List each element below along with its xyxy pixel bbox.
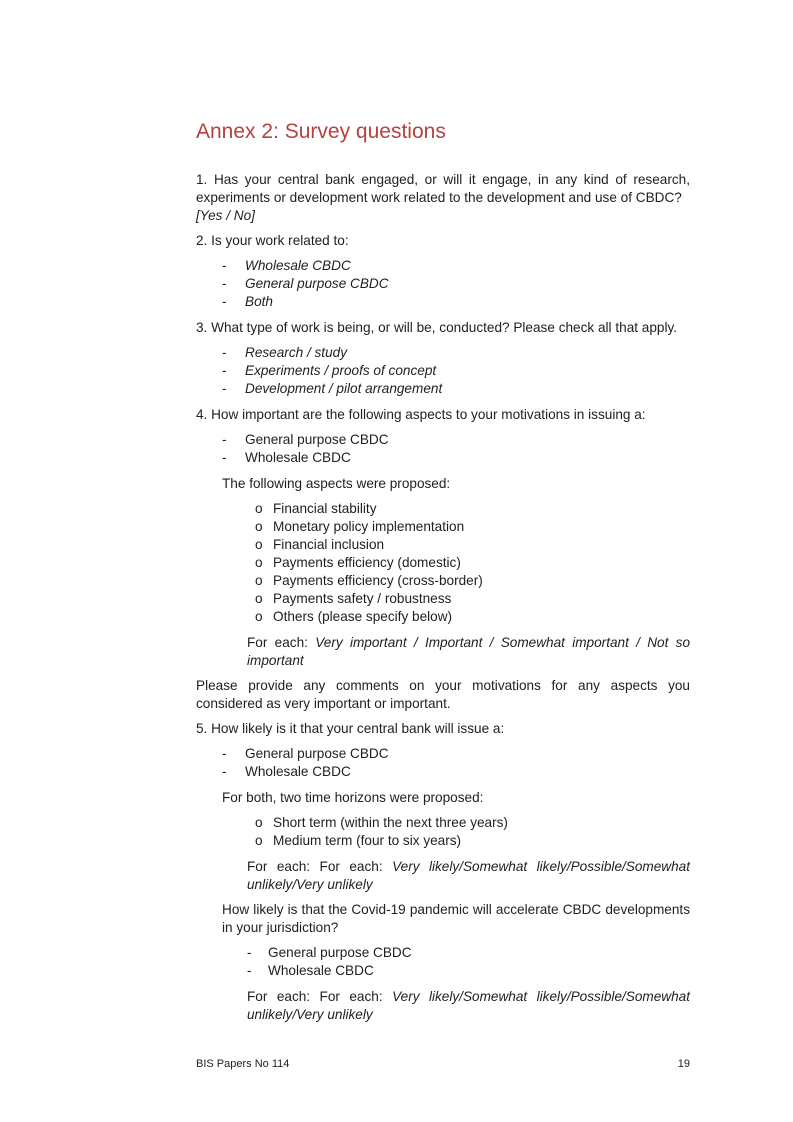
circle-bullet: o [255,815,263,830]
list-item-label: Financial inclusion [273,537,385,552]
list-item [196,745,690,763]
list-item [196,500,690,518]
dash-bullet: - [222,363,227,378]
list-item [196,380,690,398]
list-item-label: General purpose CBDC [245,432,389,447]
dash-bullet: - [222,276,227,291]
list-item [196,832,690,850]
dash-bullet: - [222,294,227,309]
circle-bullet: o [255,555,263,570]
question-4-aspects [196,500,690,626]
circle-bullet: o [255,519,263,534]
dash-bullet: - [222,450,227,465]
question-3-options [196,344,690,398]
page-content [196,119,690,1031]
list-item-label: Financial stability [273,501,377,516]
list-item [196,962,690,980]
list-item [196,590,690,608]
dash-bullet: - [222,345,227,360]
list-item-label: Wholesale CBDC [268,963,374,978]
dash-bullet: - [222,432,227,447]
list-item-label: Monetary policy implementation [273,519,465,534]
list-item [196,572,690,590]
question-4-options [196,431,690,467]
list-item-label: General purpose CBDC [268,945,412,960]
list-item [196,293,690,311]
scale-options: Very likely/Somewhat likely/Possible/Somewhat unlikely/Very unlikely [247,989,691,1022]
dash-bullet: - [222,746,227,761]
list-item-label: Payments safety / robustness [273,591,452,606]
list-item [196,554,690,572]
list-item-label: Experiments / proofs of concept [245,363,437,378]
circle-bullet: o [255,591,263,606]
list-item [196,536,690,554]
list-item [196,275,690,293]
list-item [196,449,690,467]
scale-prefix: For each: For each: [247,989,383,1004]
circle-bullet: o [255,501,263,516]
question-5-horizons-intro: For both, two time horizons were proposed: [222,790,484,805]
dash-bullet: - [222,381,227,396]
list-item-label: Short term (within the next three years) [273,815,508,830]
list-item-label: Research / study [245,345,347,360]
question-1-text: 1. Has your central bank engaged, or will it engage, in any kind of research, experiments or development work related to the development and use of CBDC? [196,172,690,205]
list-item [196,257,690,275]
list-item [196,362,690,380]
question-4-text: 4. How important are the following aspects to your motivations in issuing a: [196,407,646,422]
list-item-label: Medium term (four to six years) [273,833,462,848]
covid-question-text: How likely is that the Covid-19 pandemic will accelerate CBDC developments in your jurisdiction? [222,902,690,935]
question-4-comments-note: Please provide any comments on your motivations for any aspects you considered as very important or important. [196,678,690,711]
list-item-label: Payments efficiency (domestic) [273,555,461,570]
covid-question-options [196,944,690,980]
question-5-horizons [196,814,690,850]
circle-bullet: o [255,833,263,848]
scale-options: Very important / Important / Somewhat important / Not so important [247,635,690,668]
footer-publication-label: BIS Papers No 114 [196,1058,290,1070]
circle-bullet: o [255,537,263,552]
question-4-aspects-intro: The following aspects were proposed: [222,476,451,491]
question-3-text: 3. What type of work is being, or will be, conducted? Please check all that apply. [196,320,678,335]
list-item [196,431,690,449]
list-item-label: Payments efficiency (cross-border) [273,573,483,588]
covid-rating-scale [247,988,690,1024]
list-item-label: Wholesale CBDC [245,764,351,779]
scale-prefix: For each: For each: [247,859,383,874]
list-item-label: General purpose CBDC [245,276,389,291]
list-item [196,814,690,832]
question-1-answer-options: [Yes / No] [196,208,255,223]
list-item-label: Both [245,294,273,309]
scale-options: Very likely/Somewhat likely/Possible/Somewhat unlikely/Very unlikely [247,859,691,892]
circle-bullet: o [255,573,263,588]
list-item [196,763,690,781]
list-item [196,944,690,962]
list-item [196,344,690,362]
list-item-label: Development / pilot arrangement [245,381,443,396]
page-footer [196,1057,690,1071]
dash-bullet: - [222,764,227,779]
question-4-rating-scale [247,634,690,670]
footer-page-number: 19 [677,1058,690,1070]
dash-bullet: - [222,258,227,273]
dash-bullet: - [247,945,252,960]
annex-title: Annex 2: Survey questions [196,120,446,143]
question-5-rating-scale [247,858,690,894]
list-item-label: Others (please specify below) [273,609,453,624]
list-item [196,518,690,536]
list-item-label: Wholesale CBDC [245,258,351,273]
question-5-options [196,745,690,781]
dash-bullet: - [247,963,252,978]
list-item [196,608,690,626]
question-2-text: 2. Is your work related to: [196,233,349,248]
circle-bullet: o [255,609,263,624]
scale-prefix: For each: [247,635,308,650]
list-item-label: General purpose CBDC [245,746,389,761]
list-item-label: Wholesale CBDC [245,450,351,465]
question-5-text: 5. How likely is it that your central bank will issue a: [196,721,505,736]
question-2-options [196,257,690,311]
